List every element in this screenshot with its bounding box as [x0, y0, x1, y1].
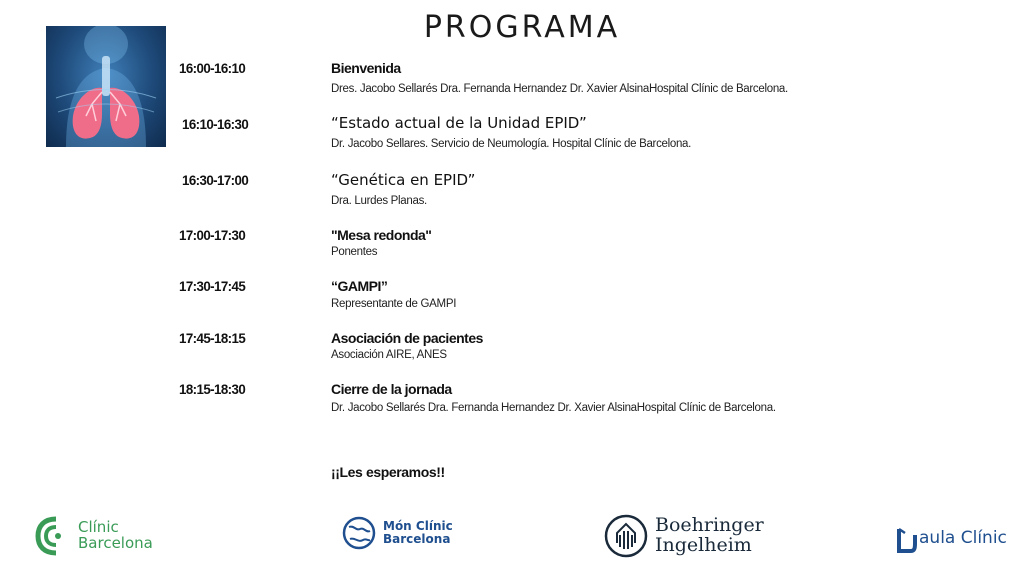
closing-message: ¡¡Les esperamos!!	[331, 464, 445, 480]
lungs-icon	[46, 26, 166, 147]
session-time: 17:00-17:30	[179, 227, 246, 243]
aula-logo-text: aula Clínic	[919, 528, 1007, 549]
boehringer-ingelheim-logo	[603, 513, 764, 559]
session-time: 16:30-17:00	[182, 172, 249, 188]
clinic-logo-line2: Barcelona	[78, 534, 153, 552]
session-time: 18:15-18:30	[179, 381, 246, 397]
session-title: “Estado actual de la Unidad EPID”	[331, 114, 587, 132]
clinic-barcelona-logo	[34, 513, 153, 559]
boehringer-logo-line2: Ingelheim	[655, 534, 752, 556]
session-speakers: Dra. Lurdes Planas.	[331, 195, 427, 207]
session-title: “Genética en EPID”	[331, 171, 476, 189]
mon-clinic-logo	[340, 513, 453, 553]
session-time: 16:00-16:10	[179, 60, 246, 76]
session-time: 17:45-18:15	[179, 330, 246, 346]
mon-clinic-logo-line2: Barcelona	[383, 532, 451, 546]
session-speakers: Asociación AIRE, ANES	[331, 349, 447, 361]
session-title: "Mesa redonda"	[331, 227, 432, 243]
session-speakers: Dr. Jacobo Sellares. Servicio de Neumología. Hospital Clínic de Barcelona.	[331, 138, 692, 150]
lungs-illustration	[46, 26, 166, 147]
session-title: Cierre de la jornada	[331, 381, 452, 397]
session-speakers: Representante de GAMPI	[331, 298, 457, 310]
boehringer-logo-line1: Boehringer	[655, 514, 764, 537]
clinic-logo-icon	[34, 513, 74, 559]
session-speakers: Ponentes	[331, 246, 378, 258]
aula-clinic-logo	[895, 525, 1007, 553]
session-speakers: Dres. Jacobo Sellarés Dra. Fernanda Hernandez Dr. Xavier AlsinaHospital Clínic de Barcelona.	[331, 83, 788, 95]
clinic-logo-line1: Clínic	[78, 518, 119, 537]
session-speakers: Dr. Jacobo Sellarés Dra. Fernanda Hernandez Dr. Xavier AlsinaHospital Clínic de Barcelona.	[331, 402, 776, 414]
session-title: Bienvenida	[331, 60, 401, 76]
session-title: “GAMPI”	[331, 278, 388, 294]
globe-icon	[340, 513, 378, 553]
session-time: 16:10-16:30	[182, 116, 249, 132]
session-title: Asociación de pacientes	[331, 330, 483, 346]
boehringer-logo-icon	[603, 513, 649, 559]
page-title: PROGRAMA	[423, 10, 621, 45]
aula-logo-icon	[895, 525, 917, 553]
mon-clinic-logo-line1: Món Clínic	[383, 519, 453, 534]
session-time: 17:30-17:45	[179, 278, 246, 294]
